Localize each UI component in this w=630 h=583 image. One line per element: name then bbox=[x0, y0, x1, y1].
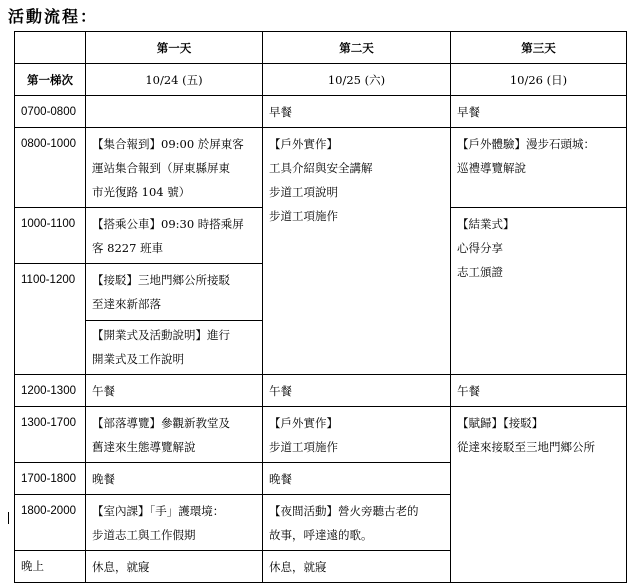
date-day2: 10/25 (六) bbox=[263, 64, 451, 96]
time-cell: 0800-1000 bbox=[15, 128, 86, 208]
day1-cell: 【搭乘公車】09:30 時搭乘屏 客 8227 班車 bbox=[86, 208, 263, 264]
margin-mark bbox=[8, 512, 9, 524]
page-title: 活動流程： bbox=[8, 7, 99, 26]
schedule-table bbox=[14, 31, 627, 583]
day2-cell: 休息，就寢 bbox=[263, 551, 451, 583]
header-day1: 第一天 bbox=[86, 32, 263, 64]
time-cell: 1300-1700 bbox=[15, 407, 86, 463]
time-cell: 1700-1800 bbox=[15, 463, 86, 495]
day2-cell: 早餐 bbox=[263, 96, 451, 128]
day2-cell: 【戶外實作】 工具介紹與安全講解 步道工項說明 步道工項施作 bbox=[263, 128, 451, 375]
date-row bbox=[15, 64, 627, 96]
date-day1: 10/24 (五) bbox=[86, 64, 263, 96]
time-cell: 0700-0800 bbox=[15, 96, 86, 128]
table-row bbox=[15, 96, 627, 128]
day1-cell: 【室內課】「手」護環境： 步道志工與工作假期 bbox=[86, 495, 263, 551]
header-day3: 第三天 bbox=[451, 32, 627, 64]
table-row bbox=[15, 375, 627, 407]
table-header-row bbox=[15, 32, 627, 64]
day1-cell: 【部落導覽】參觀新教堂及 舊達來生態導覽解說 bbox=[86, 407, 263, 463]
time-cell: 1000-1100 bbox=[15, 208, 86, 264]
day3-cell: 早餐 bbox=[451, 96, 627, 128]
day1-cell: 休息，就寢 bbox=[86, 551, 263, 583]
time-cell: 晚上 bbox=[15, 551, 86, 583]
day1-cell: 午餐 bbox=[86, 375, 263, 407]
day2-cell: 【戶外實作】 步道工項施作 bbox=[263, 407, 451, 463]
date-day3: 10/26 (日) bbox=[451, 64, 627, 96]
day3-cell: 【賦歸】【接駁】 從達來接駁至三地門鄉公所 bbox=[451, 407, 627, 583]
table-row bbox=[15, 128, 627, 208]
day1-cell bbox=[86, 96, 263, 128]
time-cell: 1200-1300 bbox=[15, 375, 86, 407]
day1-cell: 【集合報到】09:00 於屏東客 運站集合報到（屏東縣屏東 市光復路 104 號） bbox=[86, 128, 263, 208]
day3-cell: 【結業式】 心得分享 志工頒證 bbox=[451, 208, 627, 375]
batch-label: 第一梯次 bbox=[15, 64, 86, 96]
day1-cell: 【接駁】三地門鄉公所接駁 至達來新部落 【開業式及活動說明】進行 開業式及工作說明 bbox=[86, 264, 263, 375]
day3-cell: 午餐 bbox=[451, 375, 627, 407]
header-day2: 第二天 bbox=[263, 32, 451, 64]
day1-subcell: 【開業式及活動說明】進行 開業式及工作說明 bbox=[86, 320, 262, 371]
time-cell: 1100-1200 bbox=[15, 264, 86, 375]
day2-cell: 【夜間活動】營火旁聽古老的 故事，呼達遠的歌。 bbox=[263, 495, 451, 551]
header-corner bbox=[15, 32, 86, 64]
day3-cell: 【戶外體驗】漫步石頭城： 巡禮導覽解說 bbox=[451, 128, 627, 208]
table-row bbox=[15, 407, 627, 463]
time-cell: 1800-2000 bbox=[15, 495, 86, 551]
day2-cell: 晚餐 bbox=[263, 463, 451, 495]
day1-cell: 晚餐 bbox=[86, 463, 263, 495]
day2-cell: 午餐 bbox=[263, 375, 451, 407]
